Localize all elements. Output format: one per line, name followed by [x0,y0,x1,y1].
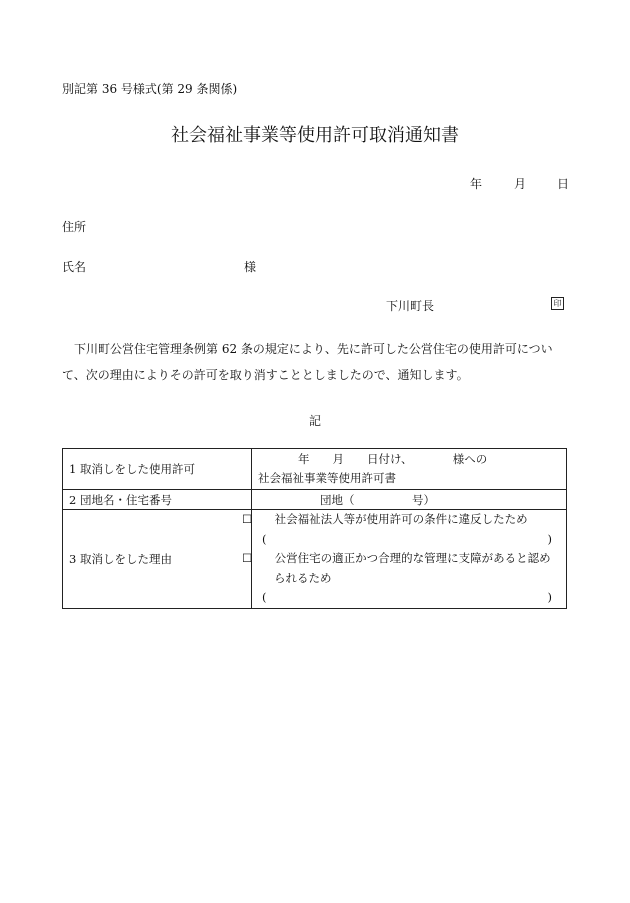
document-title: 社会福祉事業等使用許可取消通知書 [171,125,459,146]
checkbox-icon[interactable]: ☐ [242,512,253,527]
housing-value [252,490,567,510]
seal-icon: 印 [551,297,564,310]
housing-label: 2 団地名・住宅番号 [63,490,252,510]
paren-open: ( [262,531,267,546]
permit-value [252,449,567,490]
ki-heading: 記 [308,414,321,428]
date-year-label: 年 [470,177,483,191]
reason-option-1 [242,510,560,530]
table-row-permit [63,449,567,490]
form-number: 別記第 36 号様式(第 29 条関係) [62,82,238,96]
reason-option-2-text: 公営住宅の適正かつ合理的な管理に支障があると認められるため [274,551,551,585]
address-label: 住所 [62,220,87,234]
reason-detail-1 [258,530,560,550]
paren-close: ) [547,531,552,546]
housing-value-text: 団地（ 号） [320,492,435,507]
table-row-housing [63,490,567,510]
reason-detail-2 [258,588,560,608]
checkbox-icon[interactable]: ☐ [242,551,253,566]
issuer-title: 下川町長 [386,299,435,313]
reason-option-1-text: 社会福祉法人等が使用許可の条件に違反したため [274,512,528,527]
table-row-reason [63,510,567,609]
permit-doc-name: 社会福祉事業等使用許可書 [258,471,396,485]
reason-options [242,510,567,609]
permit-label: 1 取消しをした使用許可 [63,449,252,490]
reason-option-2 [242,549,560,588]
paren-close: ) [547,590,552,605]
details-table [62,448,567,609]
reason-label: 3 取消しをした理由 [63,510,252,609]
name-label: 氏名 [62,260,87,274]
honorific-label: 様 [244,260,257,274]
paren-open: ( [262,590,267,605]
date-month-label: 月 [514,177,527,191]
date-day-label: 日 [557,177,570,191]
permit-date-line: 年 月 日付け、 様への [298,452,488,466]
notice-body: 下川町公営住宅管理条例第 62 条の規定により、先に許可した公営住宅の使用許可について、次の理由によりその許可を取り消すこととしましたので、通知します。 [62,342,553,382]
